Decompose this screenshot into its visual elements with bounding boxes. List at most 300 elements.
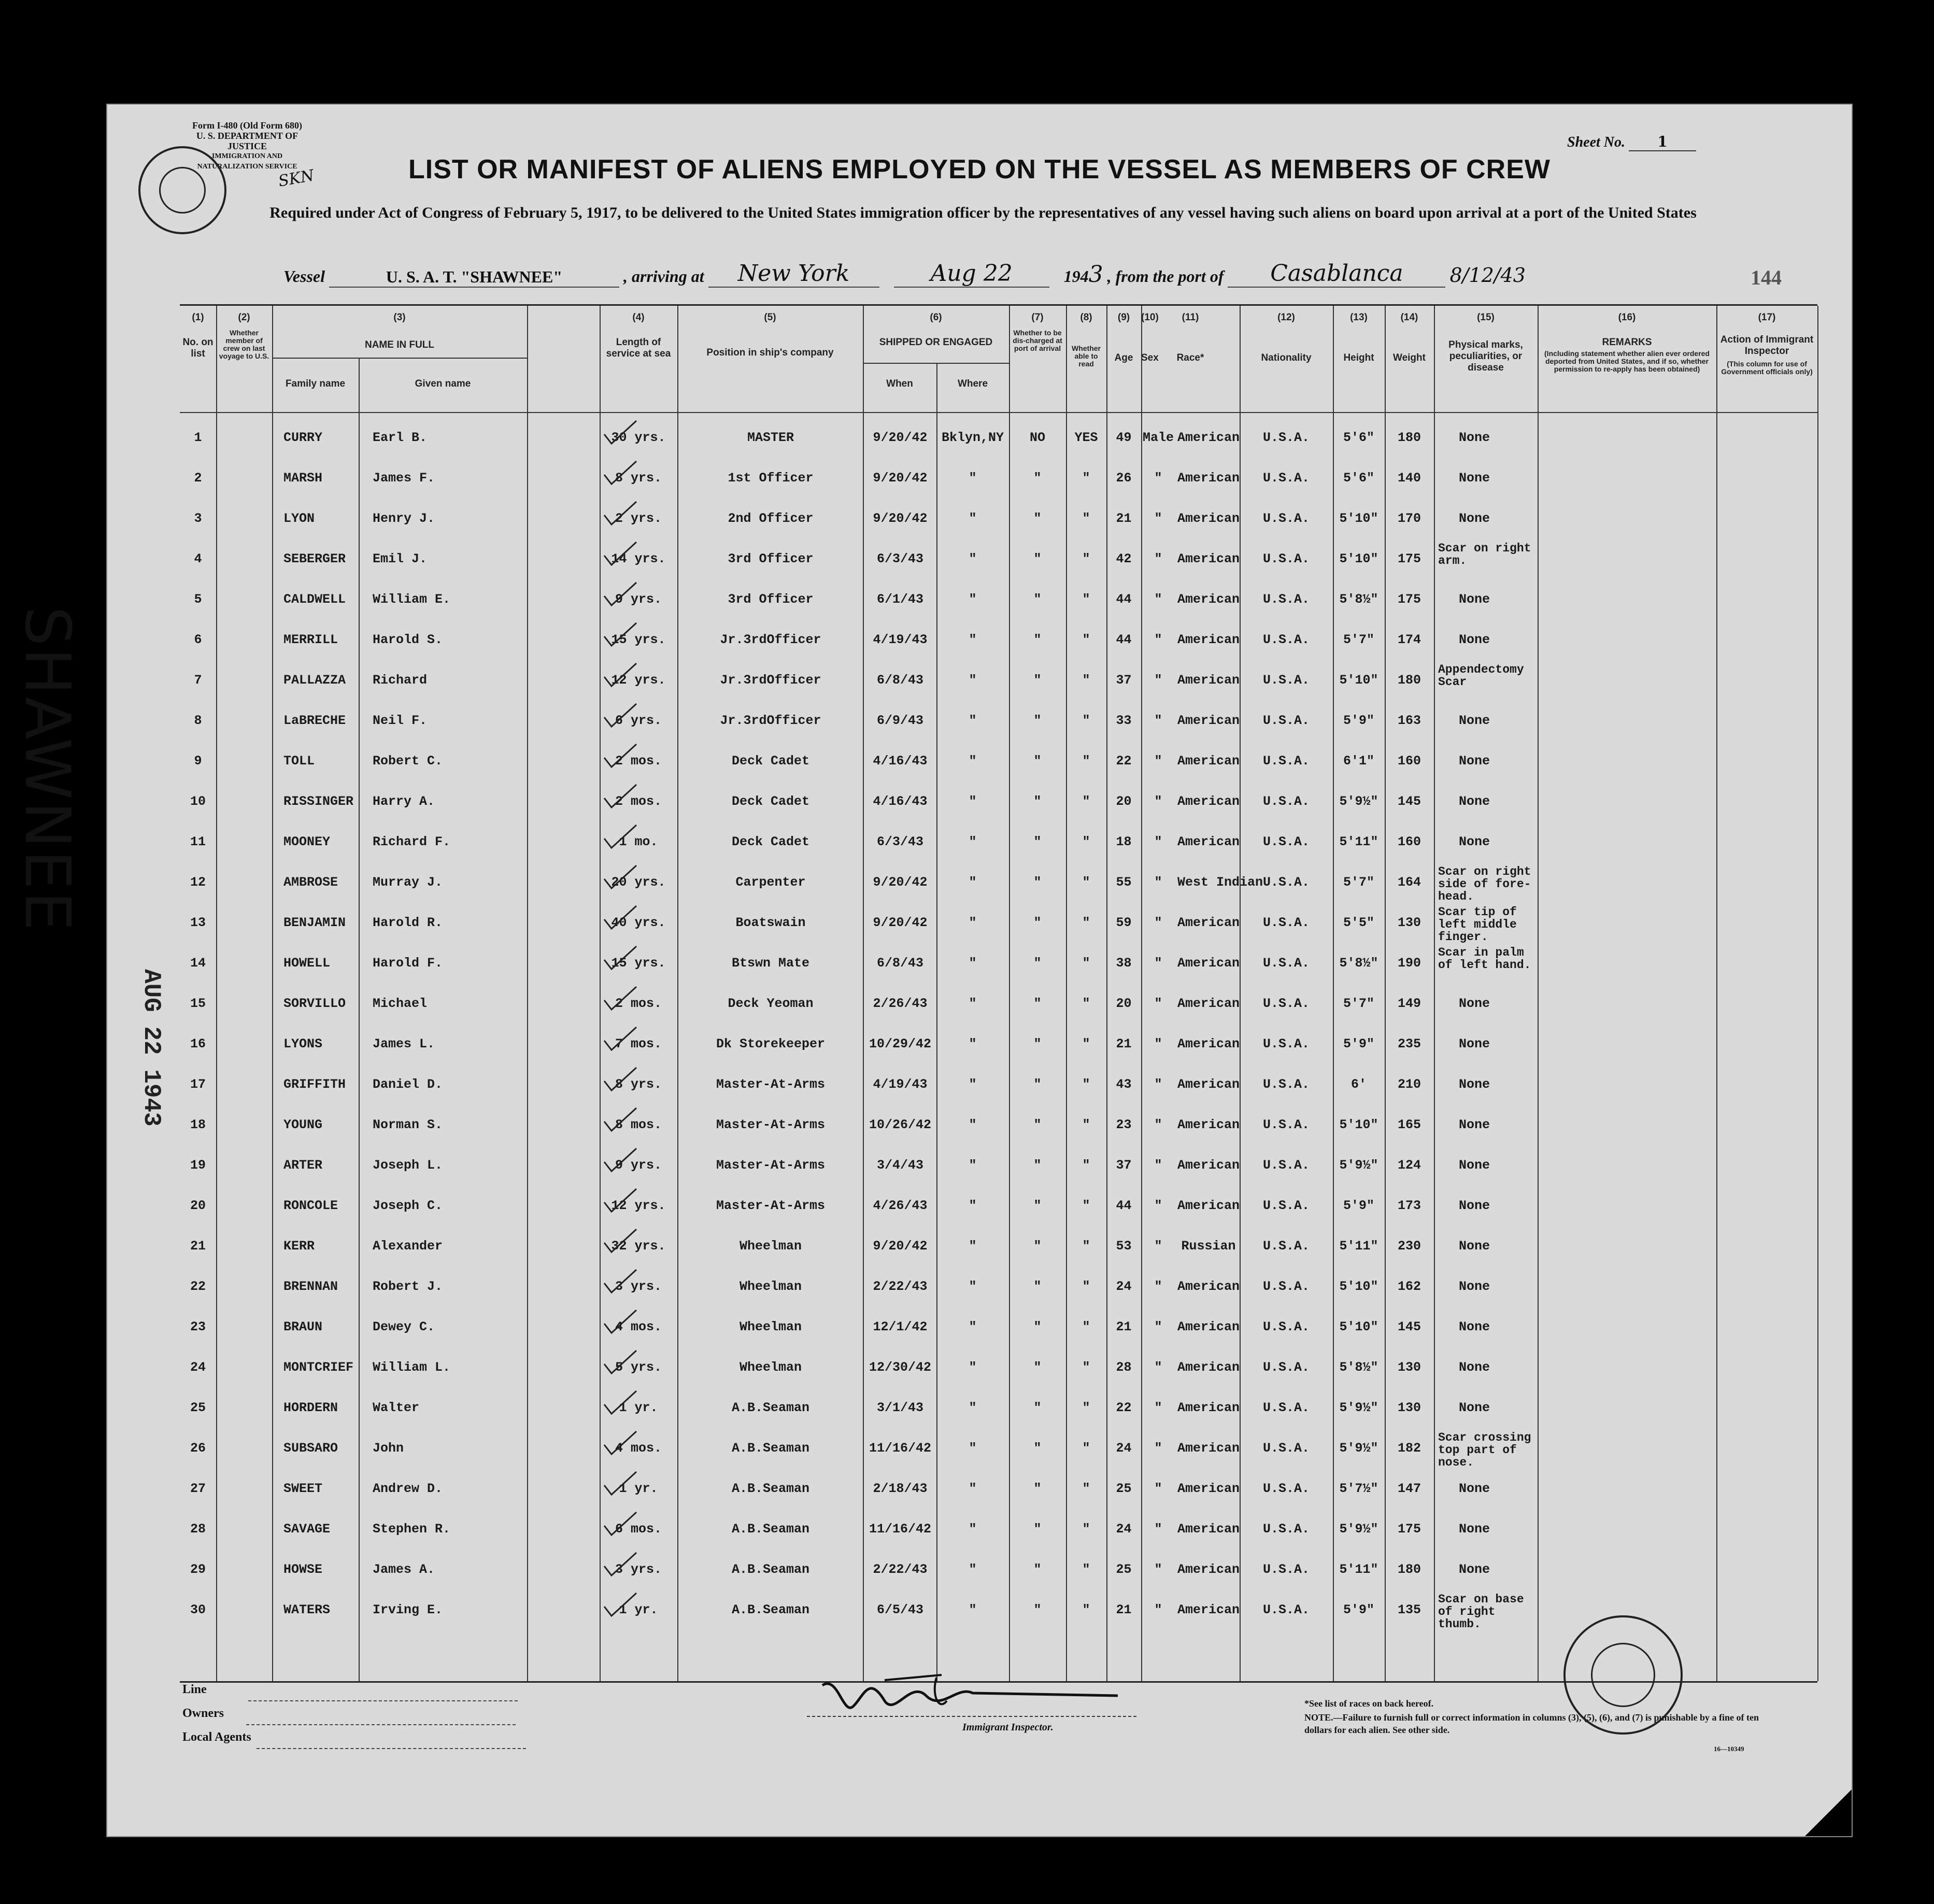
cell-family: CALDWELL [283,592,346,607]
col-num: (4) [632,312,645,323]
cell-no: 10 [190,794,206,809]
cell-nationality: U.S.A. [1262,1481,1310,1496]
inspector-label: Immigrant Inspector. [962,1722,1054,1733]
cell-physical: Appendectomy Scar [1438,663,1524,689]
cell-nationality: U.S.A. [1262,1198,1310,1213]
cell-when: 4/19/43 [873,632,928,647]
cell-weight: 235 [1397,1036,1421,1052]
cell-family: GRIFFITH [283,1077,346,1092]
cell-length: 3 yrs. [615,1562,662,1577]
margin-note: SKN [277,166,316,191]
cell-when: 3/4/43 [876,1158,923,1173]
cell-physical: Scar on right arm. [1438,542,1531,567]
cell-position: Master-At-Arms [716,1158,826,1173]
cell-physical: None [1459,592,1490,607]
cell-read: " [1082,1239,1090,1254]
cell-age: 21 [1116,1602,1132,1617]
header-able-read: Whether able to read [1072,344,1101,368]
cell-no: 1 [194,430,202,445]
cell-read: " [1082,1360,1090,1375]
cell-age: 24 [1116,1441,1132,1456]
table-row [180,991,1817,1029]
header-height: Height [1343,352,1374,363]
cell-nationality: U.S.A. [1262,996,1310,1011]
cell-physical: None [1459,430,1490,445]
header-action-note: (This column for use of Government officials only) [1721,360,1813,376]
eagle-emblem-icon [1591,1643,1655,1707]
cell-sex: " [1154,632,1162,647]
cell-race: American [1177,1077,1240,1092]
cell-discharged: " [1033,1360,1042,1375]
cell-race: Russian [1181,1239,1236,1254]
sheet-number-value: 1 [1629,133,1696,151]
cell-race: American [1177,1279,1240,1294]
cell-position: Wheelman [739,1319,802,1334]
table-row [180,663,1817,706]
arriving-label: , arriving at [623,267,704,286]
cell-given: John [373,1441,404,1456]
cell-no: 28 [190,1522,206,1537]
cell-read: " [1082,511,1090,526]
cell-race: American [1177,1400,1240,1415]
cell-read: " [1082,1562,1090,1577]
cell-discharged: " [1033,632,1042,647]
cell-length: 6 yrs. [615,713,662,728]
cell-age: 22 [1116,754,1132,769]
cell-length: 1 yr. [619,1602,658,1617]
cell-age: 44 [1116,592,1132,607]
cell-family: KERR [283,1239,315,1254]
cell-nationality: U.S.A. [1262,1562,1310,1577]
cell-given: Emil J. [373,551,428,566]
cell-physical: None [1459,511,1490,526]
check-mark-icon [602,500,638,527]
cell-discharged: " [1033,1522,1042,1537]
form-code: 16—10349 [1714,1745,1744,1753]
header-discharged: Whether to be dis-charged at port of arrival [1013,329,1062,352]
table-row [180,1233,1817,1272]
cell-family: SAVAGE [283,1522,331,1537]
cell-race: American [1177,511,1240,526]
cell-no: 15 [190,996,206,1011]
cell-given: Richard F. [373,834,451,849]
cell-position: Master-At-Arms [716,1198,826,1213]
vessel-line [283,260,1526,288]
check-mark-icon [602,742,638,769]
cell-sex: " [1154,1400,1162,1415]
col-num: (17) [1758,312,1776,323]
cell-where: " [969,834,977,849]
cell-no: 17 [190,1077,206,1092]
cell-position: Dk Storekeeper [716,1036,826,1052]
header-name-in-full: NAME IN FULL [364,339,435,350]
check-mark-icon [602,944,638,971]
cell-physical: None [1459,471,1490,486]
cell-sex: Male [1143,430,1174,445]
cell-age: 20 [1116,996,1132,1011]
cell-given: Stephen R. [373,1522,451,1537]
header-when: When [886,378,913,389]
cell-nationality: U.S.A. [1262,713,1310,728]
cell-when: 9/20/42 [873,915,928,930]
line-label: Line [182,1683,207,1696]
cell-read: " [1082,471,1090,486]
col-num: (12) [1277,312,1295,323]
col-num: (16) [1618,312,1636,323]
cell-no: 16 [190,1036,206,1052]
cell-physical: None [1459,794,1490,809]
side-date-stamp: AUG 22 1943 [138,969,165,1127]
cell-nationality: U.S.A. [1262,794,1310,809]
cell-read: YES [1074,430,1098,445]
cell-when: 9/20/42 [873,471,928,486]
table-row [180,627,1817,665]
cell-where: " [969,1481,977,1496]
cell-when: 12/30/42 [869,1360,932,1375]
cell-discharged: " [1033,1602,1042,1617]
cell-sex: " [1154,794,1162,809]
cell-when: 9/20/42 [873,1239,928,1254]
check-mark-icon [602,1389,638,1416]
check-mark-icon [602,1551,638,1578]
cell-read: " [1082,754,1090,769]
cell-where: " [969,1319,977,1334]
check-mark-icon [602,1348,638,1375]
col-num: (3) [393,312,406,323]
cell-height: 5'8½" [1339,1360,1378,1375]
cell-position: Deck Cadet [731,834,810,849]
manifest-sheet [106,104,1853,1837]
cell-height: 6'1" [1343,754,1374,769]
cell-physical: None [1459,1522,1490,1537]
cell-position: A.B.Seaman [731,1481,810,1496]
cell-discharged: " [1033,1036,1042,1052]
cell-weight: 173 [1397,1198,1421,1213]
cell-nationality: U.S.A. [1262,875,1310,890]
cell-physical: Scar in palm of left hand. [1438,946,1531,972]
cell-position: Deck Yeoman [728,996,814,1011]
cell-given: Norman S. [373,1117,443,1132]
cell-race: American [1177,956,1240,971]
side-vessel-stamp: SHAWNEE [11,606,83,933]
table-row [180,708,1817,746]
check-mark-icon [602,459,638,486]
local-agents-label: Local Agents [182,1730,251,1744]
cell-position: A.B.Seaman [731,1562,810,1577]
header-remarks: REMARKS [1602,337,1652,348]
cell-height: 5'6" [1343,471,1374,486]
cell-weight: 175 [1397,1522,1421,1537]
cell-given: Michael [373,996,428,1011]
cell-where: " [969,1562,977,1577]
cell-nationality: U.S.A. [1262,1602,1310,1617]
cell-position: 1st Officer [728,471,814,486]
cell-no: 14 [190,956,206,971]
cell-read: " [1082,1158,1090,1173]
inspector-signature [807,1665,1144,1727]
cell-where: " [969,1239,977,1254]
cell-no: 6 [194,632,202,647]
cell-weight: 180 [1397,430,1421,445]
cell-sex: " [1154,713,1162,728]
cell-no: 29 [190,1562,206,1577]
table-row [180,1395,1817,1433]
cell-nationality: U.S.A. [1262,1117,1310,1132]
cell-race: American [1177,794,1240,809]
cell-read: " [1082,713,1090,728]
col-num: (14) [1400,312,1418,323]
table-row [180,1072,1817,1110]
cell-when: 11/16/42 [869,1522,932,1537]
cell-family: MONTCRIEF [283,1360,354,1375]
cell-sex: " [1154,996,1162,1011]
cell-read: " [1082,956,1090,971]
cell-sex: " [1154,915,1162,930]
cell-height: 5'9" [1343,1036,1374,1052]
cell-family: MARSH [283,471,323,486]
cell-length: 15 yrs. [611,956,666,971]
cell-read: " [1082,673,1090,688]
cell-discharged: " [1033,1198,1042,1213]
cell-when: 6/3/43 [876,551,923,566]
cell-where: " [969,1036,977,1052]
cell-when: 9/20/42 [873,511,928,526]
cell-read: " [1082,915,1090,930]
cell-given: Joseph L. [373,1158,443,1173]
cell-read: " [1082,1198,1090,1213]
header-position: Position in ship's company [706,347,834,358]
cell-discharged: " [1033,1239,1042,1254]
header-remarks-note: (Including statement whether alien ever ordered deported from United States, and if so, whether permission to re-apply has been obtained) [1544,349,1710,373]
cell-given: Harold S. [373,632,443,647]
from-port: Casablanca [1228,260,1445,288]
cell-nationality: U.S.A. [1262,673,1310,688]
cell-discharged: " [1033,713,1042,728]
cell-weight: 174 [1397,632,1421,647]
cell-age: 25 [1116,1481,1132,1496]
col-num: (9) [1117,312,1130,323]
cell-race: American [1177,1117,1240,1132]
cell-read: " [1082,592,1090,607]
cell-age: 21 [1116,1036,1132,1052]
cell-family: BRENNAN [283,1279,338,1294]
cell-where: " [969,551,977,566]
header-family-name: Family name [285,378,346,389]
cell-where: " [969,1602,977,1617]
col-num: (1) [192,312,204,323]
cell-length: 2 yrs. [615,511,662,526]
cell-family: HOWELL [283,956,331,971]
cell-where: " [969,632,977,647]
cell-discharged: " [1033,551,1042,566]
cell-discharged: " [1033,1077,1042,1092]
cell-age: 18 [1116,834,1132,849]
cell-when: 10/26/42 [869,1117,932,1132]
check-mark-icon [602,985,638,1012]
cell-family: LaBRECHE [283,713,346,728]
cell-length: 1 yr. [619,1400,658,1415]
cell-no: 11 [190,834,206,849]
cell-length: 12 yrs. [611,673,666,688]
cell-given: Andrew D. [373,1481,443,1496]
cell-weight: 130 [1397,1400,1421,1415]
cell-weight: 163 [1397,713,1421,728]
cell-physical: None [1459,1481,1490,1496]
header-nationality: Nationality [1261,352,1312,363]
cell-weight: 164 [1397,875,1421,890]
check-mark-icon [602,1308,638,1335]
cell-sex: " [1154,1117,1162,1132]
cell-where: " [969,915,977,930]
cell-weight: 135 [1397,1602,1421,1617]
cell-race: American [1177,1036,1240,1052]
cell-height: 5'10" [1339,1319,1378,1334]
cell-age: 44 [1116,632,1132,647]
header-weight: Weight [1393,352,1426,363]
cell-position: 3rd Officer [728,551,814,566]
check-mark-icon [602,419,638,446]
check-mark-icon [602,1268,638,1295]
cell-height: 5'9½" [1339,1522,1378,1537]
cell-height: 5'10" [1339,1279,1378,1294]
cell-sex: " [1154,875,1162,890]
service-name: IMMIGRATION AND NATURALIZATION SERVICE [197,152,297,170]
cell-length: 9 yrs. [615,592,662,607]
cell-physical: None [1459,1360,1490,1375]
cell-race: American [1177,1562,1240,1577]
cell-race: American [1177,632,1240,647]
cell-no: 20 [190,1198,206,1213]
check-mark-icon [602,1146,638,1173]
cell-physical: None [1459,996,1490,1011]
cell-sex: " [1154,1360,1162,1375]
cell-where: " [969,1077,977,1092]
races-note: *See list of races on back hereof. [1304,1698,1434,1709]
table-row [180,829,1817,868]
cell-position: A.B.Seaman [731,1522,810,1537]
cell-race: American [1177,471,1240,486]
cell-no: 19 [190,1158,206,1173]
cell-given: Richard [373,673,428,688]
cell-given: Henry J. [373,511,435,526]
cell-no: 27 [190,1481,206,1496]
cell-read: " [1082,875,1090,890]
table-row [180,1153,1817,1191]
cell-physical: Scar on right side of fore-head. [1438,865,1531,903]
cell-weight: 130 [1397,915,1421,930]
cell-race: American [1177,1319,1240,1334]
cell-position: 2nd Officer [728,511,814,526]
cell-when: 10/29/42 [869,1036,932,1052]
cell-where: " [969,1158,977,1173]
cell-length: 14 yrs. [611,551,666,566]
cell-position: Boatswain [735,915,806,930]
cell-age: 49 [1116,430,1132,445]
cell-family: SWEET [283,1481,323,1496]
cell-where: " [969,713,977,728]
cell-length: 5 yrs. [615,1360,662,1375]
cell-race: American [1177,754,1240,769]
cell-nationality: U.S.A. [1262,1522,1310,1537]
table-row [180,506,1817,544]
cell-where: " [969,1441,977,1456]
cell-height: 5'8½" [1339,956,1378,971]
cell-sex: " [1154,1562,1162,1577]
cell-when: 6/5/43 [876,1602,923,1617]
cell-position: MASTER [747,430,794,445]
cell-discharged: " [1033,673,1042,688]
cell-where: " [969,1198,977,1213]
table-row [180,1476,1817,1514]
cell-length: 6 mos. [615,1522,662,1537]
page-title: LIST OR MANIFEST OF ALIENS EMPLOYED ON THE VESSEL AS MEMBERS OF CREW [408,154,1551,184]
sheet-number [1567,133,1696,151]
table-row [180,789,1817,827]
cell-length: 2 mos. [615,996,662,1011]
cell-family: MERRILL [283,632,338,647]
cell-physical: None [1459,632,1490,647]
check-mark-icon [602,1025,638,1052]
cell-given: Walter [373,1400,420,1415]
cell-family: AMBROSE [283,875,338,890]
cell-given: Neil F. [373,713,428,728]
cell-no: 24 [190,1360,206,1375]
cell-where: " [969,471,977,486]
col-num: (8) [1080,312,1092,323]
cell-position: Master-At-Arms [716,1117,826,1132]
cell-read: " [1082,1319,1090,1334]
cell-length: 40 yrs. [611,915,666,930]
cell-length: 30 yrs. [611,430,666,445]
cell-weight: 210 [1397,1077,1421,1092]
col-num: (13) [1350,312,1368,323]
cell-sex: " [1154,1198,1162,1213]
cell-family: SUBSARO [283,1441,338,1456]
cell-where: " [969,794,977,809]
cell-when: 6/8/43 [876,956,923,971]
cell-height: 5'7" [1343,632,1374,647]
cell-position: Master-At-Arms [716,1077,826,1092]
cell-family: PALLAZZA [283,673,346,688]
form-number: Form I-480 (Old Form 680) [192,120,302,131]
cell-given: Joseph C. [373,1198,443,1213]
cell-physical: Scar on base of right thumb. [1438,1593,1524,1631]
table-row [180,946,1817,989]
cell-sex: " [1154,551,1162,566]
cell-race: West Indian [1177,875,1263,890]
cell-nationality: U.S.A. [1262,471,1310,486]
check-mark-icon [602,1227,638,1254]
check-mark-icon [602,1591,638,1618]
cell-nationality: U.S.A. [1262,632,1310,647]
vessel-label: Vessel [283,267,325,286]
cell-family: CURRY [283,430,323,445]
cell-read: " [1082,1602,1090,1617]
cell-given: Robert J. [373,1279,443,1294]
table-row [180,542,1817,585]
cell-nationality: U.S.A. [1262,1077,1310,1092]
cell-physical: None [1459,713,1490,728]
cell-discharged: " [1033,592,1042,607]
cell-when: 2/22/43 [873,1562,928,1577]
check-mark-icon [602,661,638,688]
arriving-date: Aug 22 [894,260,1049,288]
cell-age: 55 [1116,875,1132,890]
cell-height: 5'11" [1339,834,1378,849]
cell-read: " [1082,1522,1090,1537]
cell-race: American [1177,1360,1240,1375]
table-row [180,1593,1817,1636]
